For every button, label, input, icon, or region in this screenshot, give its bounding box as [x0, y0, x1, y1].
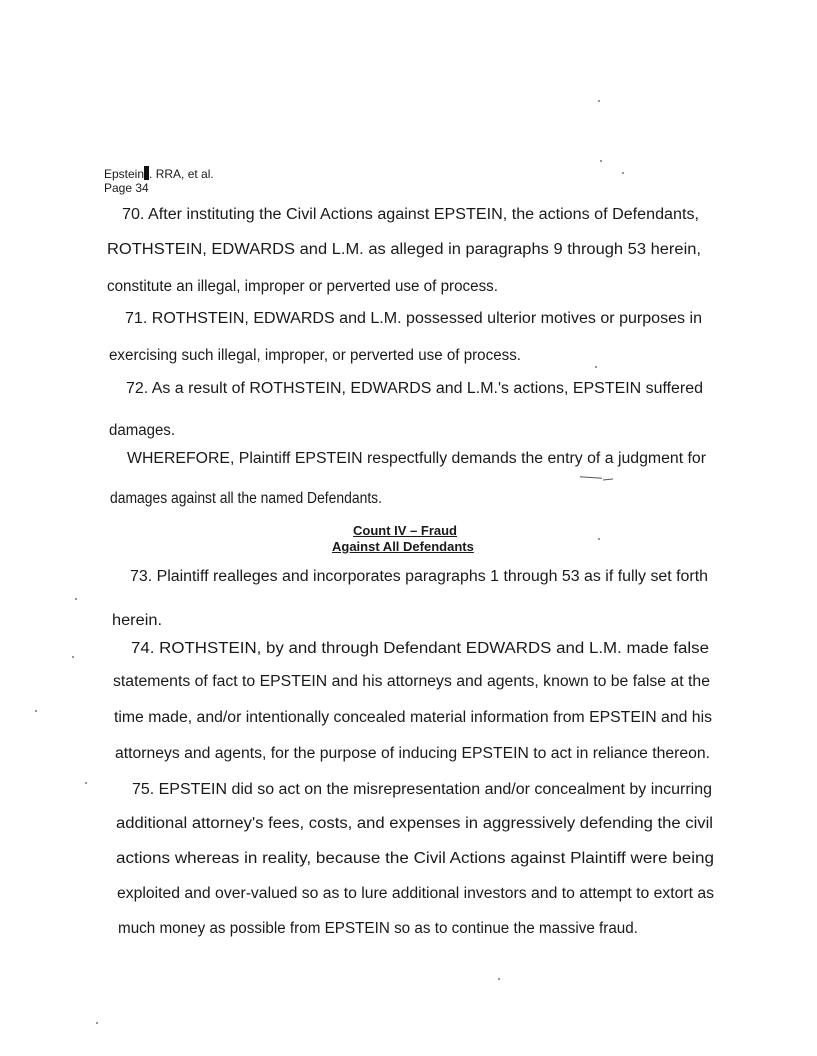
text-line: damages against all the named Defendants.	[110, 490, 382, 507]
count-heading-subtitle: Against All Defendants	[332, 539, 474, 554]
scan-speck	[598, 538, 600, 540]
case-caption-prefix: Epstein	[104, 167, 145, 181]
text-line: 70. After instituting the Civil Actions against EPSTEIN, the actions of Defendants,	[122, 206, 699, 223]
scan-speck	[85, 782, 87, 784]
scan-speck	[35, 710, 37, 712]
scan-speck	[96, 1022, 98, 1024]
text-line: constitute an illegal, improper or perverted use of process.	[107, 278, 498, 295]
text-line: actions whereas in reality, because the Civil Actions against Plaintiff were being	[116, 850, 714, 867]
text-line: 72. As a result of ROTHSTEIN, EDWARDS and L.M.'s actions, EPSTEIN suffered	[126, 380, 704, 397]
scan-speck	[622, 172, 624, 174]
scan-speck	[595, 366, 597, 368]
text-line: attorneys and agents, for the purpose of inducing EPSTEIN to act in reliance thereon.	[115, 745, 710, 762]
count-heading-title: Count IV – Fraud	[353, 523, 457, 538]
scan-speck	[498, 978, 500, 980]
scan-speck	[72, 656, 74, 658]
text-line: 75. EPSTEIN did so act on the misrepresentation and/or concealment by incurring	[132, 781, 712, 798]
pen-mark	[603, 478, 613, 480]
case-caption-suffix: . RRA, et al.	[149, 167, 214, 181]
text-line: much money as possible from EPSTEIN so as to continue the massive fraud.	[118, 920, 638, 937]
text-line: 73. Plaintiff realleges and incorporates paragraphs 1 through 53 as if fully set forth	[130, 568, 708, 585]
text-line: statements of fact to EPSTEIN and his attorneys and agents, known to be false at the	[113, 673, 710, 690]
text-line: additional attorney's fees, costs, and expenses in aggressively defending the civil	[116, 815, 713, 832]
page-header	[104, 166, 214, 195]
text-line: WHEREFORE, Plaintiff EPSTEIN respectfully demands the entry of a judgment for	[127, 450, 706, 467]
case-caption	[104, 166, 214, 181]
text-line: herein.	[112, 612, 162, 629]
pen-mark	[580, 476, 602, 479]
text-line: damages.	[109, 422, 175, 439]
page-number: Page 34	[104, 181, 149, 195]
scan-speck	[598, 100, 600, 102]
scan-speck	[75, 598, 77, 600]
text-line: exercising such illegal, improper, or perverted use of process.	[109, 347, 521, 364]
text-line: 71. ROTHSTEIN, EDWARDS and L.M. possessed ulterior motives or purposes in	[125, 310, 702, 327]
text-line: 74. ROTHSTEIN, by and through Defendant EDWARDS and L.M. made false	[131, 640, 709, 657]
text-line: ROTHSTEIN, EDWARDS and L.M. as alleged in paragraphs 9 through 53 herein,	[107, 241, 701, 258]
text-line: time made, and/or intentionally concealed material information from EPSTEIN and his	[114, 709, 712, 726]
text-line: exploited and over-valued so as to lure additional investors and to attempt to extort as	[117, 885, 714, 902]
scan-speck	[600, 160, 602, 162]
